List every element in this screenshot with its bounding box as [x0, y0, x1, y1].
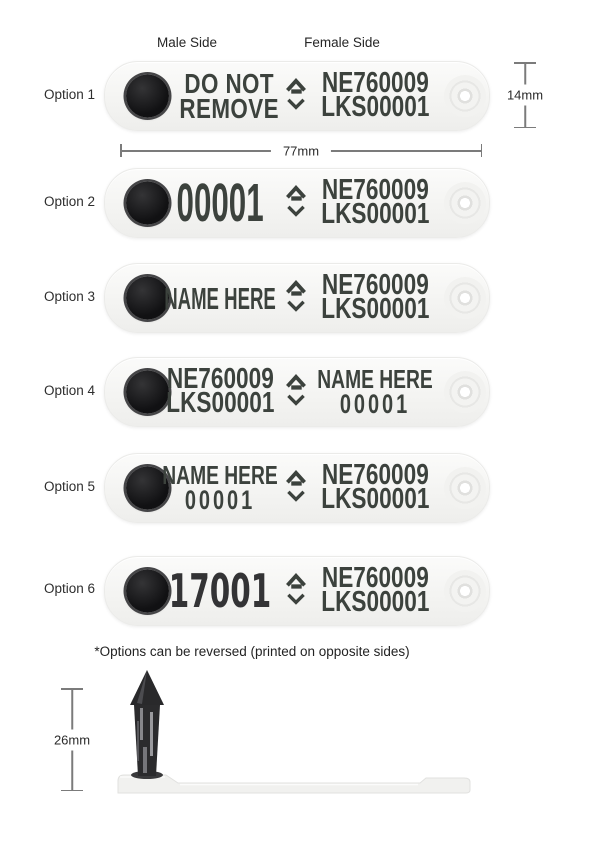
option-2-label: Option 2 [44, 194, 96, 209]
female-washer [444, 182, 486, 224]
female-side-text: NAME HERE 00001 [317, 363, 433, 419]
female-side-label: Female Side [304, 35, 380, 50]
brand-logo-icon [284, 77, 308, 115]
option-4-label: Option 4 [44, 383, 96, 398]
ear-tag-option-3 [104, 263, 490, 333]
female-washer [444, 570, 486, 612]
option-3-label: Option 3 [44, 289, 96, 304]
reversal-note: *Options can be reversed (printed on opposite sides) [94, 644, 410, 659]
brand-logo-icon [284, 184, 308, 222]
male-side-text: NAME HERE 00001 [162, 459, 278, 515]
female-washer [444, 467, 486, 509]
ear-tag-option-2 [104, 168, 490, 238]
male-side-label: Male Side [156, 35, 218, 50]
tag-side-view [90, 663, 490, 798]
ear-tag-option-1 [104, 61, 490, 131]
male-side-text: 17001 [168, 564, 272, 618]
pin-height-value: 26mm [52, 729, 92, 750]
option-5-label: Option 5 [44, 479, 96, 494]
pin-height-dimension [53, 688, 91, 791]
option-6-label: Option 6 [44, 581, 96, 596]
male-side-text: NAME HERE [164, 280, 276, 316]
tag-height-dimension [506, 62, 544, 128]
female-side-text: NE760009 LKS00001 [320, 269, 430, 325]
tag-width-value: 77mm [271, 143, 331, 158]
ear-tag-option-5 [104, 453, 490, 523]
female-side-text: NE760009 LKS00001 [320, 459, 430, 515]
tag-height-value: 14mm [505, 85, 545, 106]
brand-logo-icon [284, 572, 308, 610]
brand-logo-icon [284, 279, 308, 317]
option-1-label: Option 1 [44, 87, 96, 102]
male-side-text: NE760009 LKS00001 [165, 363, 275, 419]
male-side-text: DO NOT REMOVE [179, 67, 279, 124]
female-side-text: NE760009 LKS00001 [320, 174, 430, 230]
ear-tag-option-4 [104, 357, 490, 427]
female-side-text: NE760009 LKS00001 [320, 562, 430, 618]
female-washer [444, 371, 486, 413]
female-washer [444, 277, 486, 319]
tag-width-dimension [120, 144, 482, 157]
pin-arrowhead [130, 670, 164, 705]
female-washer [444, 75, 486, 117]
female-side-text: NE760009 LKS00001 [320, 67, 430, 123]
male-side-text: 00001 [176, 173, 264, 233]
male-pin-button [126, 75, 169, 118]
brand-logo-icon [284, 373, 308, 411]
brand-logo-icon [284, 469, 308, 507]
ear-tag-option-6 [104, 556, 490, 626]
